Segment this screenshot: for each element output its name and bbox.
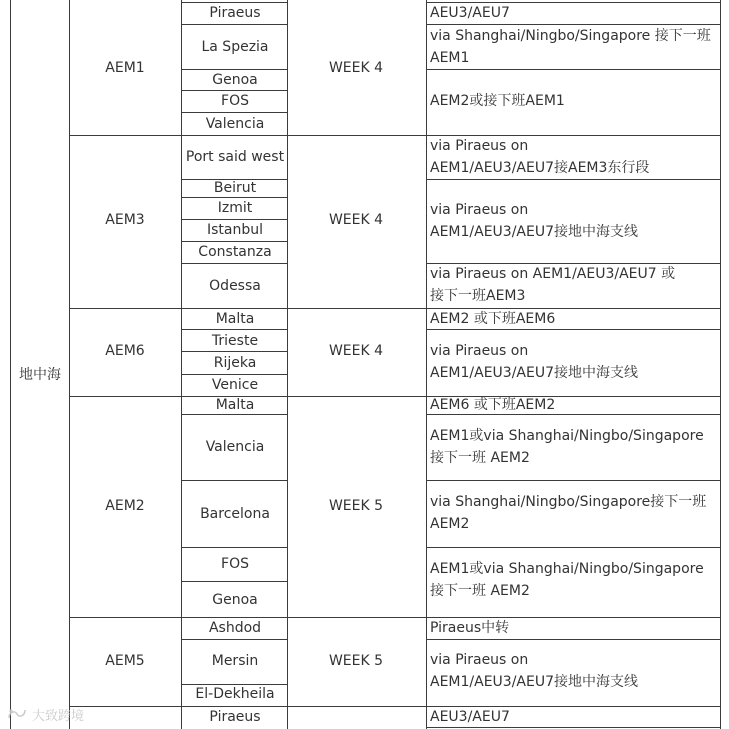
note-cell: via Shanghai/Ningbo/Singapore接下一班 AEM2	[430, 494, 707, 532]
port-cell: Barcelona	[200, 506, 270, 522]
watermark	[6, 705, 84, 723]
note-cell: AEM2或接下班AEM1	[430, 93, 565, 109]
port-cell: Valencia	[205, 116, 265, 132]
service-cell: AEM1	[105, 60, 145, 76]
port-cell: Trieste	[211, 333, 259, 349]
port-cell: El-Dekheila	[195, 686, 275, 702]
note-cell: AEU3/AEU7	[430, 709, 510, 725]
port-cell: FOS	[221, 556, 249, 572]
port-cell: Ashdod	[208, 620, 262, 636]
port-cell: La Spezia	[201, 39, 269, 55]
service-cell: AEM3	[105, 212, 145, 228]
port-cell: Piraeus	[209, 5, 261, 21]
service-cell: AEM6	[105, 343, 145, 359]
watermark-logo-icon	[6, 707, 28, 721]
note-cell: via Shanghai/Ningbo/Singapore 接下一班 AEM1	[430, 28, 711, 66]
port-cell: Malta	[215, 397, 255, 413]
week-cell: WEEK 5	[328, 498, 384, 514]
note-cell: via Piraeus on AEM1/AEU3/AEU7接地中海支线	[430, 202, 638, 240]
note-cell: AEU3/AEU7	[430, 5, 510, 21]
port-cell: Rijeka	[213, 355, 257, 371]
service-cell: AEM2	[105, 498, 145, 514]
service-cell: AEM5	[105, 653, 145, 669]
week-cell: WEEK 4	[328, 343, 384, 359]
region-cell: 地中海	[19, 367, 61, 383]
note-cell: via Piraeus on AEM1/AEU3/AEU7 或 接下一班AEM3	[430, 266, 676, 304]
note-cell: via Piraeus on AEM1/AEU3/AEU7接AEM3东行段	[430, 138, 650, 176]
port-cell: Mersin	[211, 653, 259, 669]
week-cell: WEEK 4	[328, 212, 384, 228]
port-cell: Venice	[211, 377, 259, 393]
port-cell: Genoa	[212, 72, 258, 88]
port-cell: Port said west	[185, 149, 285, 165]
note-cell: AEM1或via Shanghai/Ningbo/Singapore 接下一班 AEM2	[430, 561, 704, 599]
port-cell: Odessa	[209, 278, 261, 294]
watermark-text: 大致跨境	[32, 708, 85, 724]
note-cell: AEM1或via Shanghai/Ningbo/Singapore 接下一班 AEM2	[430, 428, 704, 466]
port-cell: Beirut	[213, 180, 257, 196]
note-cell: Piraeus中转	[430, 620, 510, 636]
port-cell: Izmit	[217, 200, 253, 216]
port-cell: Malta	[215, 311, 255, 327]
port-cell: Piraeus	[209, 709, 261, 725]
port-cell: Constanza	[198, 244, 272, 260]
port-cell: FOS	[221, 93, 249, 109]
note-cell: AEM2 或下班AEM6	[430, 311, 556, 327]
week-cell: WEEK 4	[328, 60, 384, 76]
port-cell: Valencia	[205, 439, 265, 455]
note-cell: via Piraeus on AEM1/AEU3/AEU7接地中海支线	[430, 652, 638, 690]
note-cell: via Piraeus on AEM1/AEU3/AEU7接地中海支线	[430, 343, 638, 381]
note-cell: AEM6 或下班AEM2	[430, 397, 556, 413]
week-cell: WEEK 5	[328, 653, 384, 669]
port-cell: Istanbul	[206, 222, 264, 238]
port-cell: Genoa	[212, 592, 258, 608]
